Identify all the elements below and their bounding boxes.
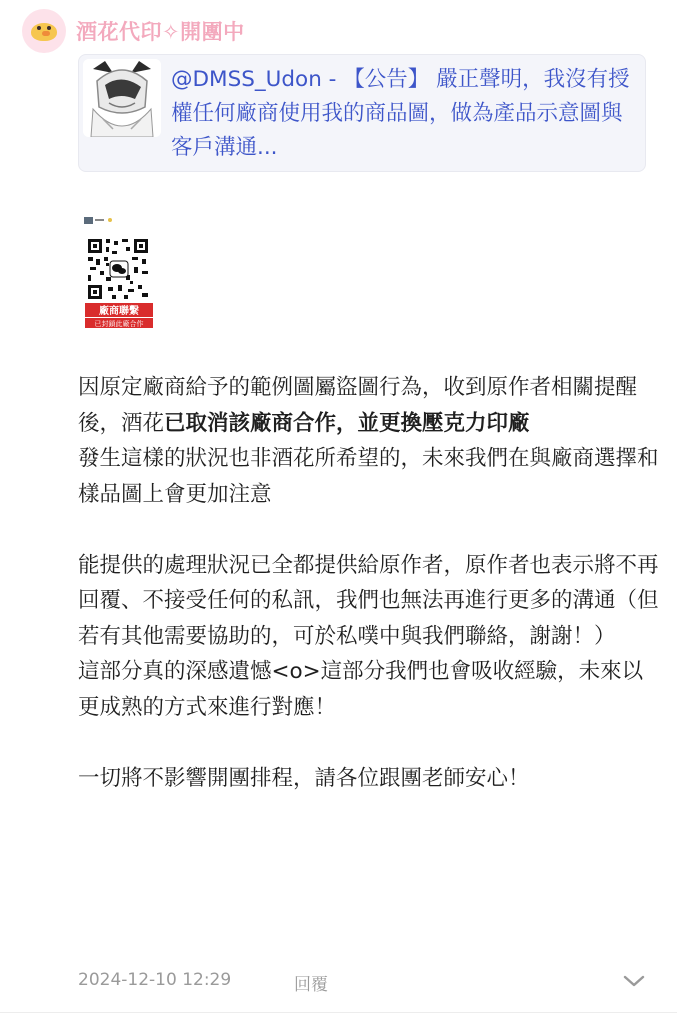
avatar-eye-right <box>47 26 51 30</box>
post-header <box>22 8 245 54</box>
post-paragraph-1: 因原定廠商給予的範例圖屬盜圖行為，收到原作者相關提醒後，酒花已取消該廠商合作，並更換壓克力印廠 <box>78 375 638 436</box>
qr-sub-text: 已封鎖此廠合作 <box>94 320 144 328</box>
user-avatar[interactable] <box>22 9 66 53</box>
chevron-down-icon[interactable] <box>622 972 646 990</box>
quoted-post-thumbnail <box>83 59 161 137</box>
quoted-post-card[interactable] <box>78 54 646 172</box>
quoted-post-text[interactable]: @DMSS_Udon - 【公告】 嚴正聲明，我沒有授權任何廠商使用我的商品圖，做為產品示意圖與客戶溝通... <box>171 67 630 160</box>
post-body <box>78 370 663 796</box>
anime-character-sketch <box>83 59 161 137</box>
post-paragraph-4: 這部分真的深感遺憾<o>這部分我們也會吸收經驗，未來以更成熟的方式來進行對應！ <box>78 659 644 720</box>
post-timestamp: 2024-12-10 12:29 <box>78 970 232 990</box>
user-display-name[interactable]: 酒花代印✧開團中 <box>76 20 245 44</box>
divider <box>0 1012 677 1013</box>
post-footer <box>78 970 648 1000</box>
qr-banner-text: 廠商聯繫 <box>99 306 139 317</box>
avatar-eye-left <box>37 26 41 30</box>
post-paragraph-3: 能提供的處理狀況已全都提供給原作者，原作者也表示將不再回覆、不接受任何的私訊，我們也無法再進行更多的溝通（但若有其他需要協助的，可於私噗中與我們聯絡，謝謝！） <box>78 552 659 649</box>
bold-highlight: 已取消該廠商合作，並更換壓克力印廠 <box>164 410 530 436</box>
qr-code-image <box>82 215 156 333</box>
attached-image-qr[interactable] <box>82 215 156 333</box>
reply-button[interactable]: 回覆 <box>294 975 328 995</box>
post-paragraph-5: 一切將不影響開團排程，請各位跟團老師安心！ <box>78 765 530 791</box>
avatar-beak <box>42 31 50 36</box>
post-paragraph-2: 發生這樣的狀況也非酒花所希望的，未來我們在與廠商選擇和樣品圖上會更加注意 <box>78 446 659 507</box>
